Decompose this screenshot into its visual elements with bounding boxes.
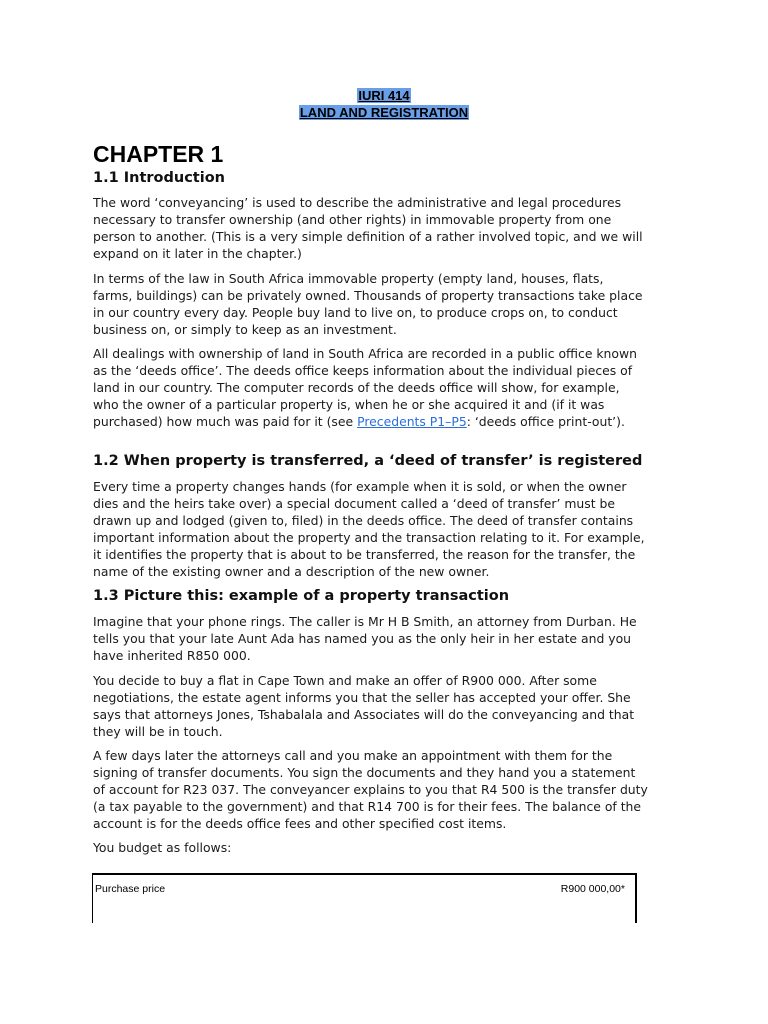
paragraph-transfer: Every time a property changes hands (for example when it is sold, or when the owner dies and the heirs take over) a special document called a ‘deed of transfer’ must be drawn up and lodged (given to, filed) in the deeds office. The deed of transfer contains important information about the property and the transaction relating to it. For example, it identifies the property that is about to be transferred, the reason for the transfer, the name of the existing owner and a description of the new owner.: [93, 479, 645, 579]
paragraph-example-1: Imagine that your phone rings. The caller is Mr H B Smith, an attorney from Durban. He tells you that your late Aunt Ada has named you as the only heir in her estate and you have inherited R850 000.: [93, 614, 637, 663]
paragraph-intro-3: All dealings with ownership of land in South Africa are recorded in a public office known as the ‘deeds office’. The deeds office keeps information about the individual pieces of land in our country. The computer records of the deeds office will show, for example, who the owner of a particular property is, when he or she acquired it and (if it was purchased) how much was paid for it (see Precedents P1–P5: ‘deeds office print-out’).: [93, 346, 637, 429]
course-code: IURI 414: [358, 88, 410, 103]
course-name: LAND AND REGISTRATION: [299, 105, 469, 120]
paragraph-budget-intro: You budget as follows:: [93, 840, 232, 855]
paragraph-intro-1: The word ‘conveyancing’ is used to describe the administrative and legal procedures necessary to transfer ownership (and other rights) in immovable property from one person to another. (This is a very simple definition of a rather involved topic, and we will expand on it later in the chapter.): [93, 195, 643, 261]
section-heading-1-1: 1.1 Introduction: [93, 170, 225, 186]
paragraph-intro-2: In terms of the law in South Africa immovable property (empty land, houses, flats, farms, buildings) can be privately owned. Thousands of property transactions take place in our country every day. People buy land to live on, to produce crops on, to conduct business on, or simply to keep as an investment.: [93, 271, 643, 337]
course-header: [0, 87, 768, 121]
section-heading-1-2: 1.2 When property is transferred, a ‘deed of transfer’ is registered: [93, 453, 643, 469]
paragraph-example-3: A few days later the attorneys call and you make an appointment with them for the signing of transfer documents. You sign the documents and they hand you a statement of account for R23 037. The conveyancer explains to you that R4 500 is the transfer duty (a tax payable to the government) and that R14 700 is for their fees. The balance of the account is for the deeds office fees and other specified cost items.: [93, 748, 648, 831]
paragraph-example-2: You decide to buy a flat in Cape Town and make an offer of R900 000. After some negotiations, the estate agent informs you that the seller has accepted your offer. She says that attorneys Jones, Tshabalala and Associates will do the conveyancing and that they will be in touch.: [93, 673, 635, 739]
section-heading-1-3: 1.3 Picture this: example of a property transaction: [93, 588, 510, 604]
purchase-price-value: R900 000,00*: [560, 883, 625, 895]
chapter-title: CHAPTER 1: [93, 141, 224, 167]
purchase-price-label: Purchase price: [95, 883, 166, 895]
precedents-link[interactable]: Precedents P1–P5: [357, 414, 467, 429]
budget-table: [92, 873, 637, 923]
